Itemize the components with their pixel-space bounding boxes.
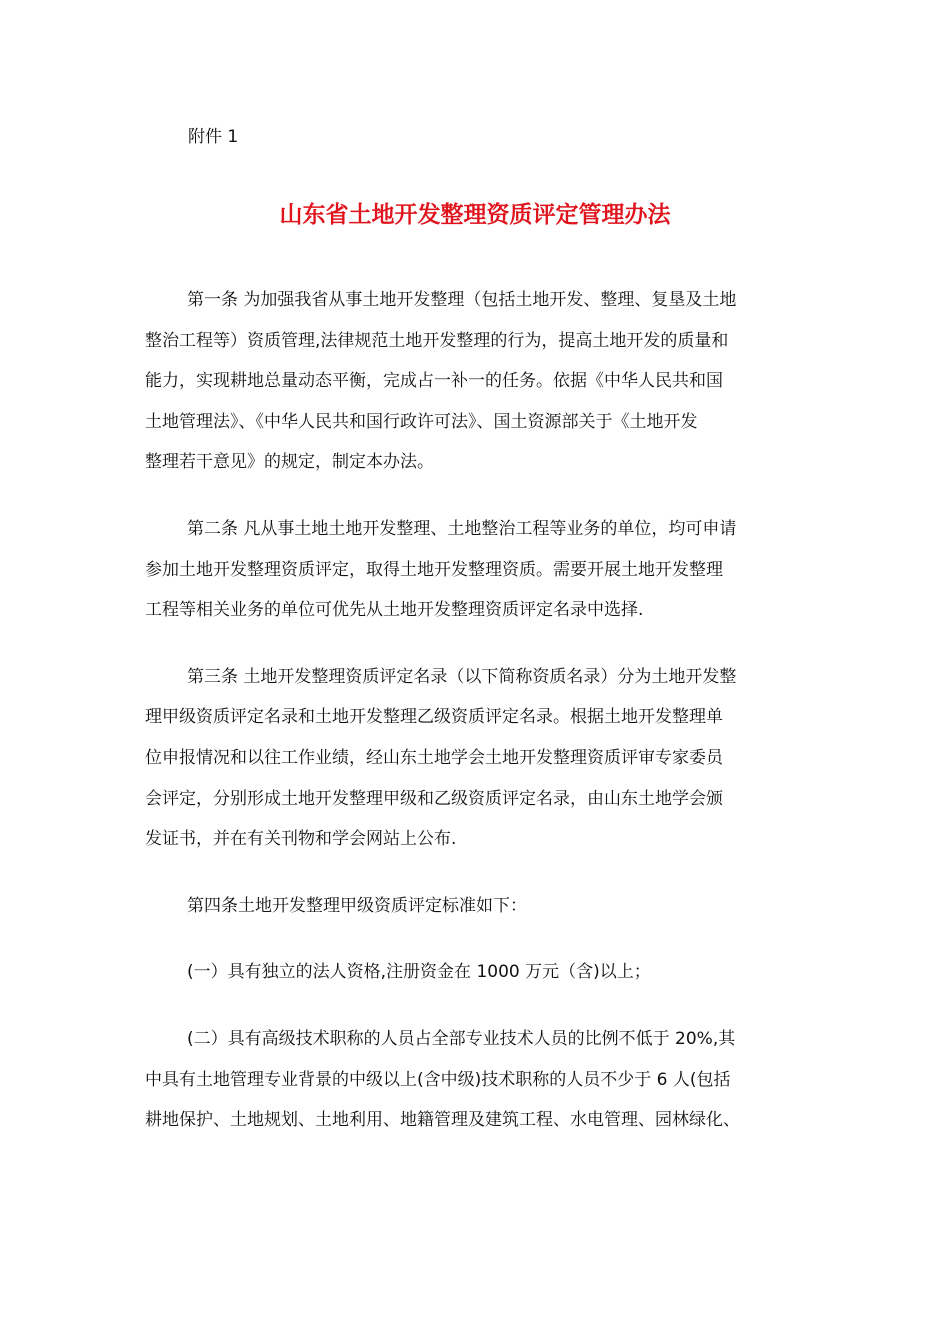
document-title: 山东省土地开发整理资质评定管理办法	[279, 202, 671, 228]
article-1-paragraph	[145, 286, 815, 489]
text-line: 工程等相关业务的单位可优先从土地开发整理资质评定名录中选择.	[145, 600, 644, 621]
text-line: (一）具有独立的法人资格,注册资金在 1000 万元（含)以上；	[187, 962, 651, 983]
text-line: 参加土地开发整理资质评定，取得土地开发整理资质。需要开展土地开发整理	[145, 559, 723, 580]
text-line: (二）具有高级技术职称的人员占全部专业技术人员的比例不低于 20%,其	[187, 1028, 736, 1049]
article-4-paragraph	[145, 892, 815, 933]
text-line: 发证书，并在有关刊物和学会网站上公布.	[145, 829, 457, 850]
document-body	[145, 286, 815, 1173]
article-2-paragraph	[145, 515, 815, 637]
item-2-paragraph	[145, 1025, 815, 1147]
text-line: 第二条 凡从事土地土地开发整理、土地整治工程等业务的单位，均可申请	[187, 518, 737, 539]
text-line: 理甲级资质评定名录和土地开发整理乙级资质评定名录。根据土地开发整理单	[145, 707, 723, 728]
text-line: 会评定，分别形成土地开发整理甲级和乙级资质评定名录，由山东土地学会颁	[145, 788, 723, 809]
text-line: 位申报情况和以往工作业绩，经山东土地学会土地开发整理资质评审专家委员	[145, 747, 723, 768]
text-line: 整治工程等）资质管理,法律规范土地开发整理的行为，提高土地开发的质量和	[145, 330, 729, 351]
text-line: 整理若干意见》的规定，制定本办法。	[145, 452, 434, 473]
text-line: 耕地保护、土地规划、土地利用、地籍管理及建筑工程、水电管理、园林绿化、	[145, 1110, 740, 1131]
text-line: 中具有土地管理专业背景的中级以上(含中级)技术职称的人员不少于 6 人(包括	[145, 1069, 731, 1090]
attachment-label: 附件 1	[188, 127, 239, 147]
text-line: 能力，实现耕地总量动态平衡，完成占一补一的任务。依据《中华人民共和国	[145, 371, 723, 392]
text-line: 第一条 为加强我省从事土地开发整理（包括土地开发、整理、复垦及土地	[187, 290, 737, 310]
text-line: 第三条 土地开发整理资质评定名录（以下简称资质名录）分为土地开发整	[187, 666, 737, 687]
item-1-paragraph	[145, 958, 815, 999]
text-line: 土地管理法》、《中华人民共和国行政许可法》、国土资源部关于《土地开发	[145, 411, 698, 432]
text-line: 第四条土地开发整理甲级资质评定标准如下：	[187, 895, 527, 916]
article-3-paragraph	[145, 663, 815, 866]
